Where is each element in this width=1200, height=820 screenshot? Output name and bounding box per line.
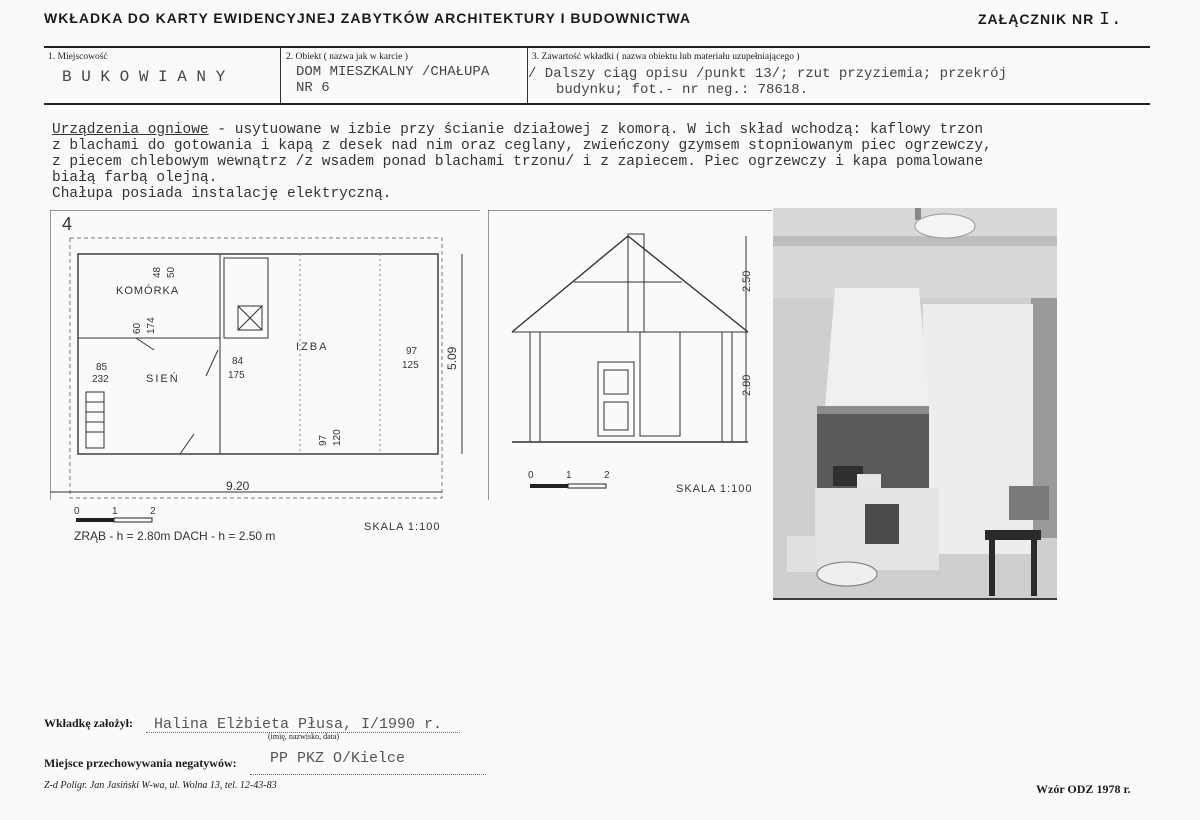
section-stove <box>640 332 680 436</box>
plan-dim-174: 174 <box>146 317 157 334</box>
plan-dim-width: 9.20 <box>226 479 250 493</box>
author-hint: (imię, nazwisko, data) <box>268 732 340 741</box>
plan-oven <box>224 258 268 338</box>
photo-ceiling <box>773 208 1057 298</box>
photo-cloth <box>1009 486 1049 520</box>
photo-beam <box>773 236 1057 246</box>
photo-stool-leg <box>1031 540 1037 596</box>
plan-stairs <box>86 392 104 448</box>
section-roof <box>512 236 748 332</box>
photo-hood-shelf <box>817 406 929 414</box>
photo-lamp <box>915 214 975 238</box>
printer-imprint: Z-d Poligr. Jan Jasiński W-wa, ul. Wolna 13, tel. 12-43-83 <box>44 780 277 791</box>
content-label: 3. Zawartość wkładki ( nazwa obiektu lub materiału uzupełniającego ) <box>532 52 800 62</box>
section-door-panel <box>604 402 628 430</box>
room-izba-label: IZBA <box>296 341 329 353</box>
description-line4: białą farbą olejną. <box>52 170 218 186</box>
plan-scale-segment <box>76 518 114 522</box>
section-scale-label: SKALA 1:100 <box>676 483 753 495</box>
section-scale-0: 0 <box>528 470 534 481</box>
photo-stool-top <box>985 530 1041 540</box>
photo-lamp-cord <box>915 208 921 220</box>
plan-dim-97a: 97 <box>406 346 418 357</box>
section-wall-right <box>722 332 732 442</box>
plan-dim-125: 125 <box>402 360 419 371</box>
content-value-line1: / Dalszy ciąg opisu /punkt 13/; rzut przyziemia; przekrój <box>528 66 1007 82</box>
plan-height-note: ZRĄB - h = 2.80m DACH - h = 2.50 m <box>74 529 276 543</box>
description-line1 <box>52 122 983 138</box>
place-label: 1. Miejscowość <box>48 52 108 62</box>
room-komorka-label: KOMÓRKA <box>116 285 180 297</box>
plan-door-swing <box>206 350 218 376</box>
floor-plan-drawing <box>50 210 480 550</box>
room-sien-label: SIEŃ <box>146 373 180 385</box>
section-door <box>598 362 634 436</box>
author-label: Wkładkę założył: <box>44 716 133 730</box>
storage-label: Miejsce przechowywania negatywów: <box>44 756 237 770</box>
plan-door-swing <box>180 434 194 454</box>
storage-value: PP PKZ O/Kielce <box>270 750 406 767</box>
content-value-line2: budynku; fot.- nr neg.: 78618. <box>556 82 809 98</box>
section-door-panel <box>604 370 628 394</box>
section-scale-2: 2 <box>604 470 610 481</box>
interior-photo <box>773 208 1057 600</box>
plan-scale-0: 0 <box>74 506 80 517</box>
plan-scale-segment <box>114 518 152 522</box>
plan-dim-85: 85 <box>96 362 108 373</box>
photo-hood <box>825 288 929 408</box>
field-divider-1 <box>280 47 281 103</box>
plan-dim-97b: 97 <box>318 434 329 446</box>
description-line3: z piecem chlebowym wewnątrz /z wsadem ponad blachami trzonu/ i z zapiecem. Piec ogrzewczy i kapa pomalowane <box>52 154 984 170</box>
section-dim-wall: 2.80 <box>741 374 753 396</box>
photo-pan <box>857 474 881 490</box>
section-wall-left <box>530 332 540 442</box>
photo-basin <box>817 562 877 586</box>
description-line1-text: - usytuowane w izbie przy ścianie działowej z komorą. W ich skład wchodzą: kaflowy trzon <box>208 122 984 138</box>
description-line2: z blachami do gotowania i kapą z desek nad nim oraz ceglany, zwieńczony gzymsem stopniowanym piec ogrzewczy, <box>52 138 992 154</box>
description-heading: Urządzenia ogniowe <box>52 122 209 138</box>
photo-oven-door <box>865 504 899 544</box>
photo-stool-leg <box>989 540 995 596</box>
plan-scale-2: 2 <box>150 506 156 517</box>
object-label: 2. Obiekt ( nazwa jak w karcie ) <box>286 52 408 62</box>
plan-outer-wall <box>78 254 438 454</box>
plan-scale-bar <box>74 506 156 522</box>
plan-dim-50: 50 <box>166 266 177 278</box>
section-dim-roof: 2.50 <box>741 270 753 292</box>
object-value-line2: NR 6 <box>296 80 330 96</box>
object-value-line1: DOM MIESZKALNY /CHAŁUPA <box>296 64 490 80</box>
annex-label-text: ZAŁĄCZNIK NR <box>978 11 1095 27</box>
photo-bucket <box>787 536 817 572</box>
plan-roof-outline <box>70 238 442 498</box>
plan-dim-60: 60 <box>132 322 143 334</box>
plan-dim-48: 48 <box>152 266 163 278</box>
section-scale-1: 1 <box>566 470 572 481</box>
form-title: WKŁADKA DO KARTY EWIDENCYJNEJ ZABYTKÓW ARCHITEKTURY I BUDOWNICTWA <box>44 10 692 26</box>
plan-dim-120: 120 <box>332 429 343 446</box>
plan-scale-label: SKALA 1:100 <box>364 521 441 533</box>
description-line5: Chałupa posiada instalację elektryczną. <box>52 186 392 202</box>
section-scale-segment <box>568 484 606 488</box>
annex-label <box>978 10 1123 30</box>
plan-sheet-number: 4 <box>62 214 73 234</box>
plan-door-swing <box>136 338 154 350</box>
author-value: Halina Elżbieta Płusa, I/1990 r. <box>154 716 443 733</box>
plan-dim-84: 84 <box>232 356 244 367</box>
plan-dim-depth: 5.09 <box>445 346 459 370</box>
plan-dim-232: 232 <box>92 374 109 385</box>
section-scale-segment <box>530 484 568 488</box>
form-pattern: Wzór ODZ 1978 r. <box>1036 782 1131 796</box>
place-value: B U K O W I A N Y <box>62 68 226 86</box>
section-scale-bar <box>528 470 610 488</box>
section-chimney <box>628 234 644 332</box>
section-drawing <box>488 210 772 500</box>
header-top-rule <box>44 46 1150 48</box>
plan-dim-175: 175 <box>228 370 245 381</box>
plan-scale-1: 1 <box>112 506 118 517</box>
annex-number: I. <box>1099 10 1123 30</box>
header-bottom-rule <box>44 103 1150 105</box>
